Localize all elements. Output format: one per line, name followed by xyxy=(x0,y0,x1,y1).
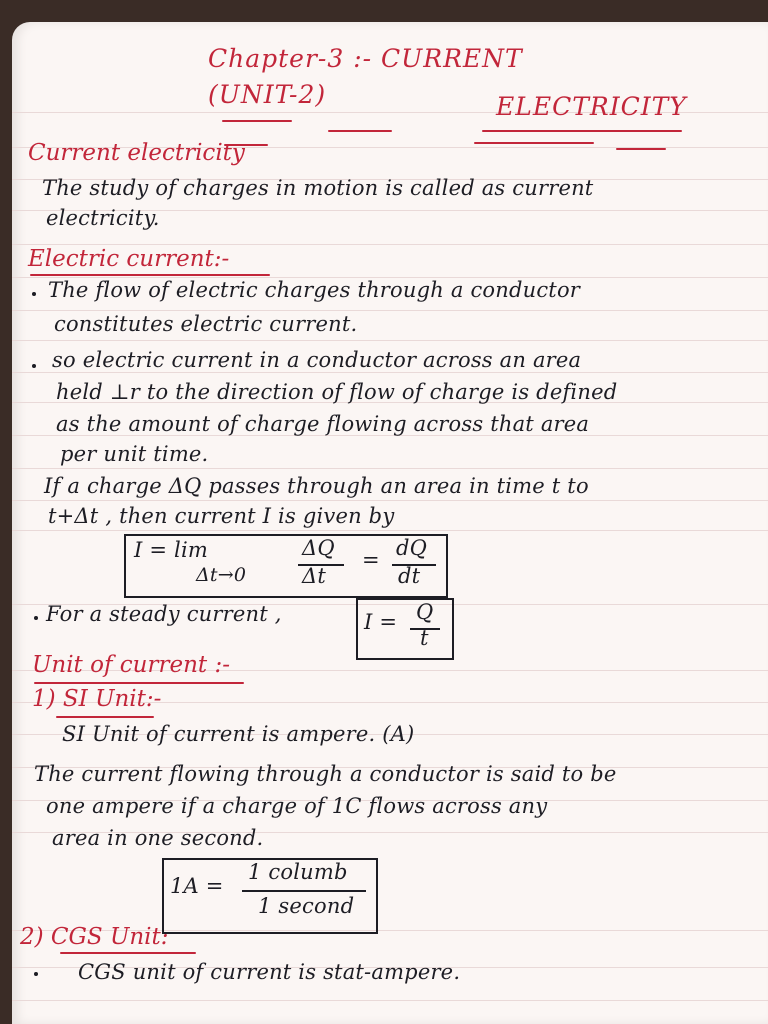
steady-formula-num: Q xyxy=(416,600,434,624)
text-line: The flow of electric charges through a conductor xyxy=(48,278,581,302)
notebook-page xyxy=(12,22,768,1024)
underline xyxy=(60,952,196,954)
si-formula-den: 1 second xyxy=(258,894,355,918)
formula-den2: dt xyxy=(398,564,421,588)
underline xyxy=(34,682,244,684)
electricity-label: ELECTRICITY xyxy=(496,92,687,121)
bullet xyxy=(32,292,36,296)
underline xyxy=(56,716,154,718)
text-line: The current flowing through a conductor is said to be xyxy=(34,762,617,786)
steady-formula-lhs: I = xyxy=(364,610,398,634)
heading-cgs-unit: 2) CGS Unit: xyxy=(20,924,169,950)
bullet xyxy=(32,364,36,368)
text-line: The study of charges in motion is called as current xyxy=(42,176,594,200)
steady-formula-den: t xyxy=(420,626,429,650)
fraction-bar xyxy=(242,890,366,892)
underline xyxy=(222,120,292,122)
si-formula-num: 1 columb xyxy=(248,860,348,884)
heading-electric-current: Electric current:- xyxy=(28,246,230,272)
text-line: constitutes electric current. xyxy=(54,312,358,336)
formula-equals: = xyxy=(362,548,380,572)
text-line: t+Δt , then current I is given by xyxy=(48,504,395,528)
underline xyxy=(482,130,682,132)
formula-limit: Δt→0 xyxy=(196,564,247,586)
text-line: one ampere if a charge of 1C flows across any xyxy=(46,794,548,818)
bullet xyxy=(34,972,38,976)
formula-lhs: I = lim xyxy=(134,538,208,562)
text-line: For a steady current , xyxy=(46,602,282,626)
text-line: If a charge ΔQ passes through an area in time t to xyxy=(44,474,589,498)
bullet xyxy=(34,616,38,620)
formula-den1: Δt xyxy=(302,564,327,588)
text-line: SI Unit of current is ampere. (A) xyxy=(62,722,415,746)
chapter-title: Chapter-3 :- CURRENT xyxy=(208,44,523,73)
text-line: CGS unit of current is stat-ampere. xyxy=(78,960,461,984)
unit-label: (UNIT-2) xyxy=(208,80,327,109)
formula-num1: ΔQ xyxy=(302,536,335,560)
underline xyxy=(474,142,594,144)
heading-si-unit: 1) SI Unit:- xyxy=(32,686,162,712)
heading-unit-of-current: Unit of current :- xyxy=(32,652,230,678)
underline xyxy=(30,274,270,276)
text-line: per unit time. xyxy=(60,442,209,466)
text-line: electricity. xyxy=(46,206,160,230)
underline xyxy=(328,130,392,132)
text-line: so electric current in a conductor across an area xyxy=(52,348,582,372)
text-line: area in one second. xyxy=(52,826,264,850)
formula-num2: dQ xyxy=(396,536,428,560)
si-formula-lhs: 1A = xyxy=(170,874,224,898)
text-line: held ⊥r to the direction of flow of charge is defined xyxy=(56,380,618,404)
text-line: as the amount of charge flowing across that area xyxy=(56,412,590,436)
underline xyxy=(616,148,666,150)
heading-current-electricity: Current electricity xyxy=(28,140,245,166)
